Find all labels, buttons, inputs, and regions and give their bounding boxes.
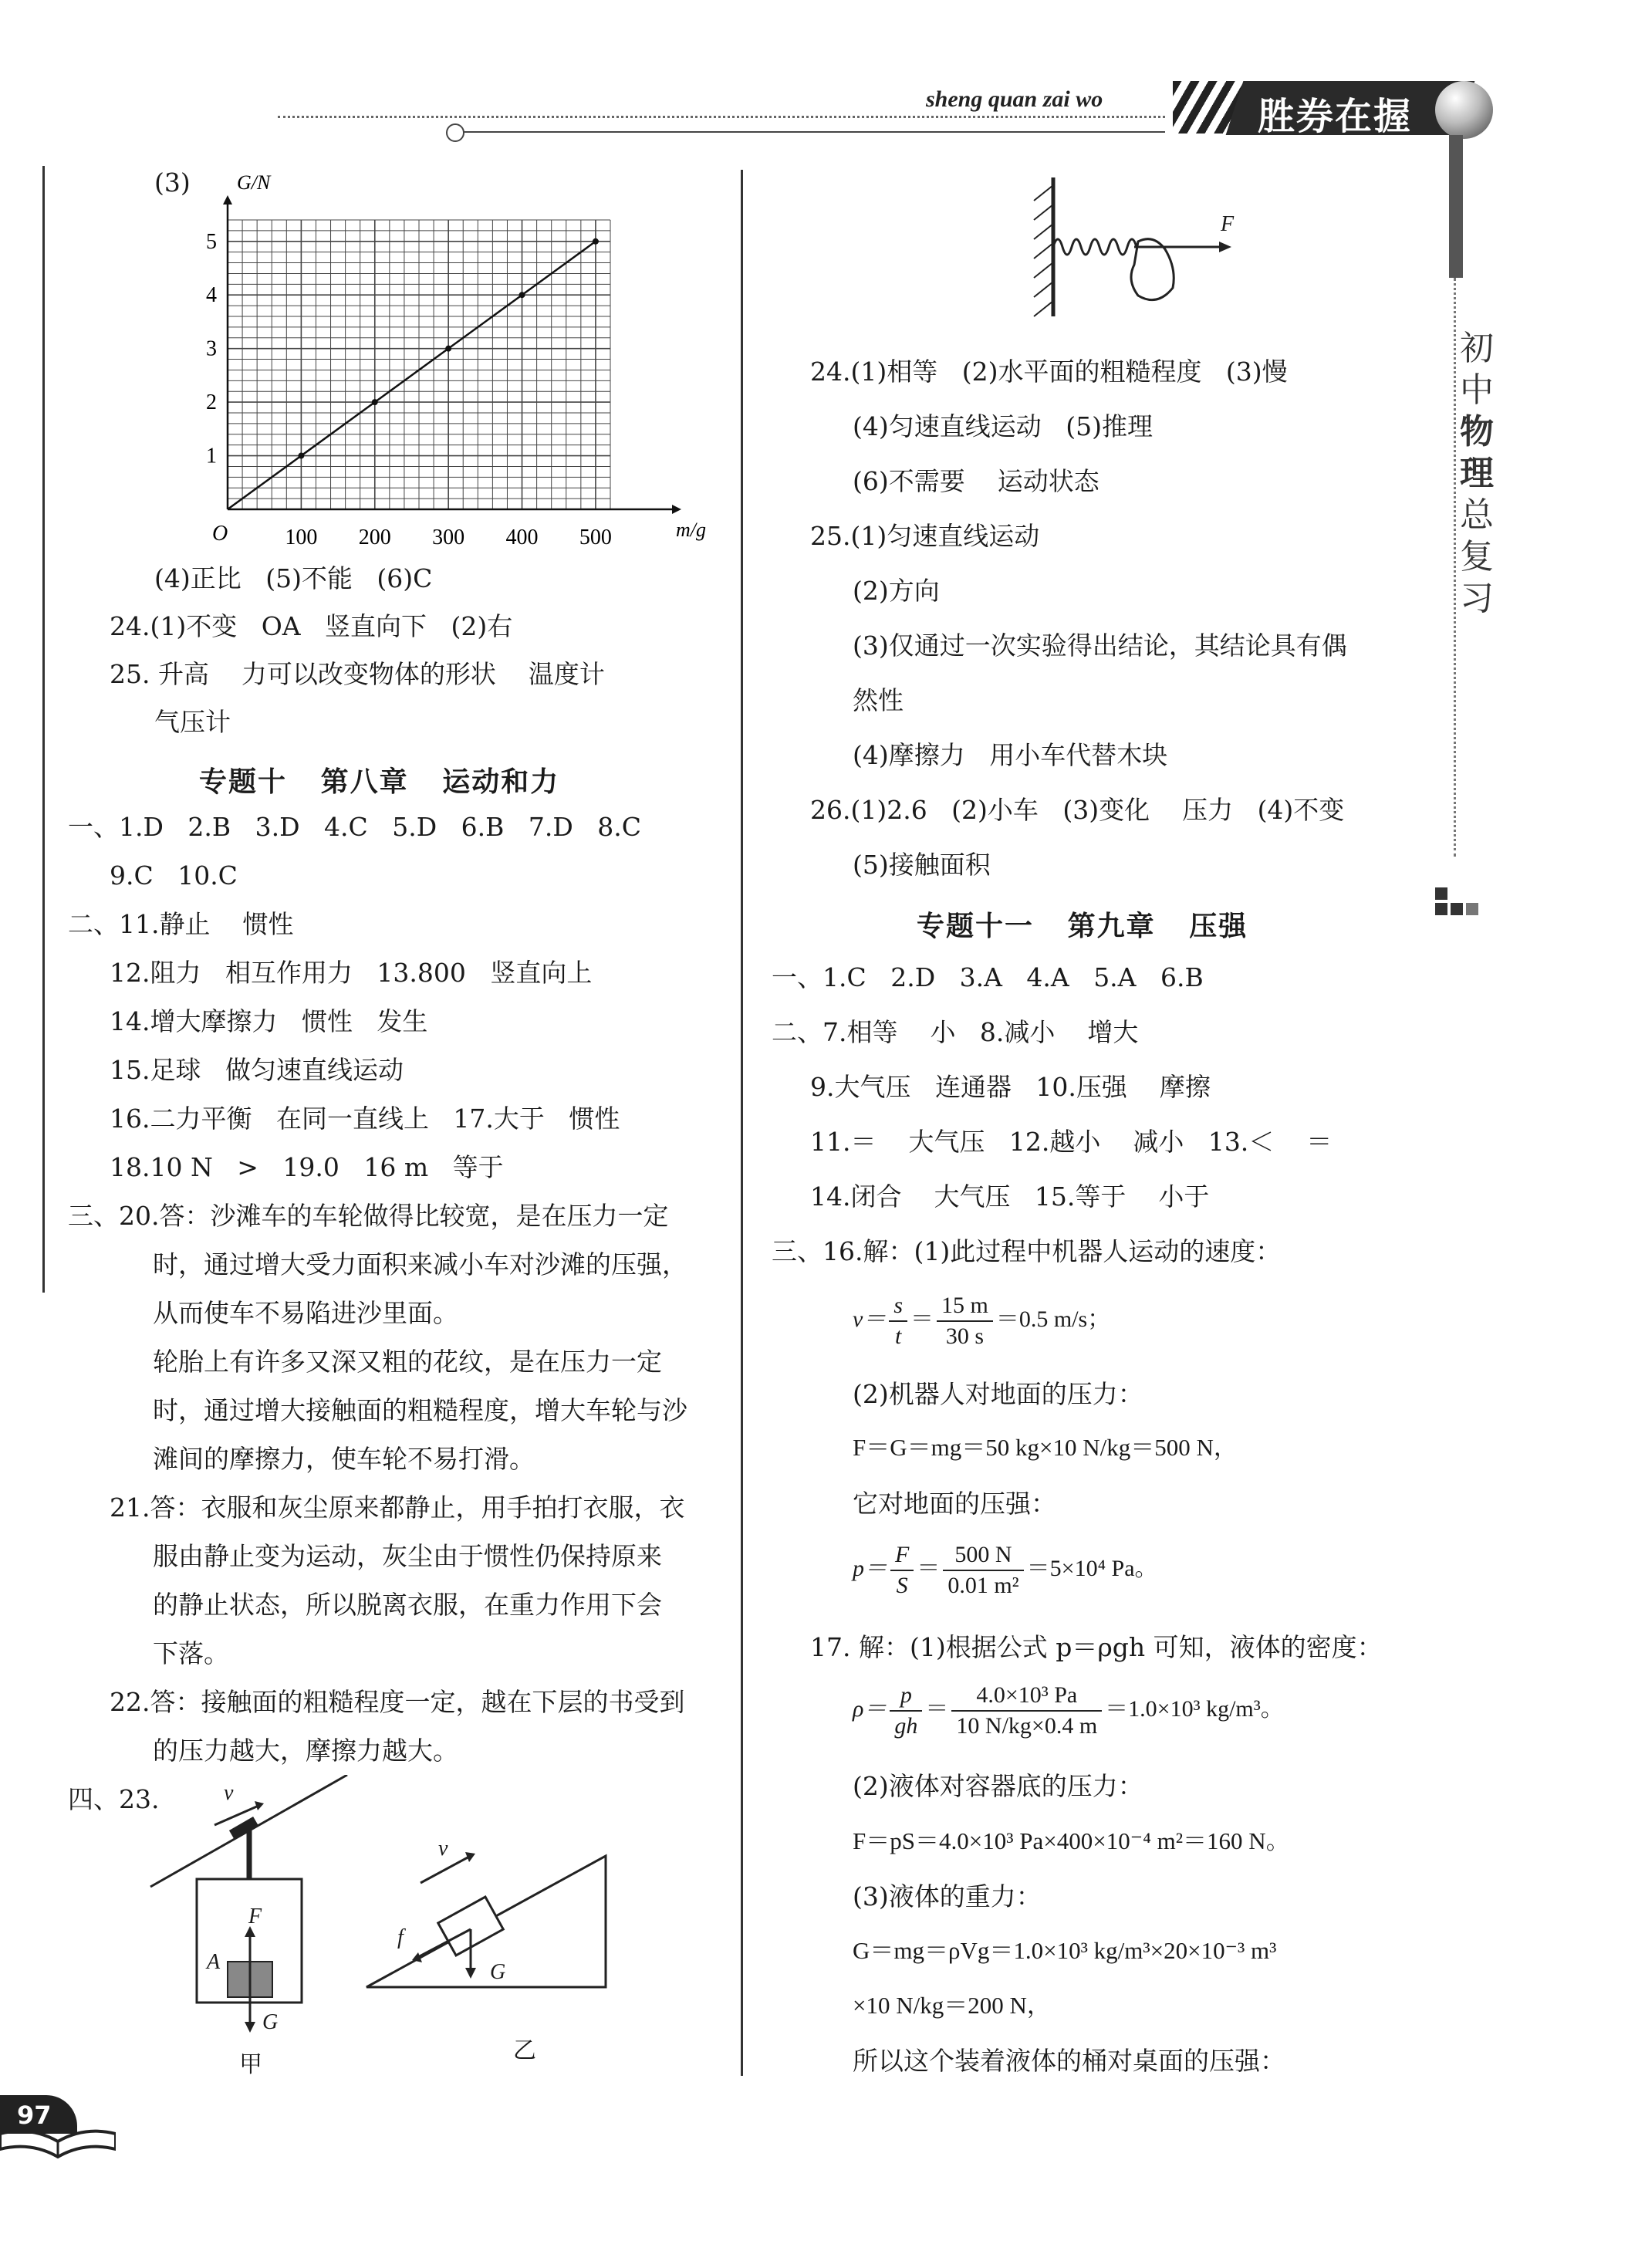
fig-label-G1: G bbox=[262, 2010, 279, 2034]
s10-line: 一、1.D 2.B 3.D 4.C 5.D 6.B 7.D 8.C bbox=[68, 812, 641, 842]
y-tick-label: 5 bbox=[206, 229, 217, 254]
s11-line: 三、16.解：(1)此过程中机器人运动的速度： bbox=[772, 1236, 1282, 1266]
equation-velocity: v＝ $\frac{s}{t}$ ＝ $\frac{15 m}{30 s}$ ＝0.5 m/s； bbox=[853, 1293, 1111, 1349]
equation-pressure: p＝ $\frac{F}{S}$ ＝ $\frac{500 N}{\text{0.01 m²}}$ ＝5×10⁴ Pa。 bbox=[853, 1542, 1158, 1598]
s10-line: 12.阻力 相互作用力 13.800 竖直向上 bbox=[110, 958, 593, 988]
right-line: (4)匀速直线运动 (5)推理 bbox=[853, 411, 1153, 441]
s11-line: 二、7.相等 小 8.减小 增大 bbox=[772, 1017, 1139, 1047]
eq-num: F bbox=[890, 1542, 914, 1571]
side-char: 理 bbox=[1460, 454, 1494, 493]
left-line: 25. 升高 力可以改变物体的形状 温度计 bbox=[110, 659, 605, 689]
right-line: 26.(1)2.6 (2)小车 (3)变化 压力 (4)不变 bbox=[810, 795, 1345, 825]
x-tick-label: 400 bbox=[505, 526, 539, 549]
eq-den: S bbox=[896, 1573, 908, 1598]
right-line: (3)仅通过一次实验得出结论，其结论具有偶 bbox=[853, 630, 1347, 661]
header-rule bbox=[463, 131, 1165, 133]
left-margin-rule bbox=[42, 166, 45, 1293]
eq-rhs: ＝0.5 m/s； bbox=[995, 1306, 1111, 1332]
y-tick-label: 1 bbox=[206, 444, 217, 468]
eq-den: 30 s bbox=[945, 1323, 985, 1349]
q17-part3: (3)液体的重力： bbox=[853, 1881, 1042, 1911]
right-line: 25.(1)匀速直线运动 bbox=[810, 521, 1040, 551]
page-number: 97 bbox=[17, 2101, 52, 2130]
header-brand: 胜券在握 bbox=[1258, 95, 1413, 138]
x-tick-label: 300 bbox=[432, 526, 465, 549]
s10-line: 18.10 N > 19.0 16 m 等于 bbox=[110, 1152, 504, 1182]
s10-line: 服由静止变为运动，灰尘由于惯性仍保持原来 bbox=[153, 1541, 662, 1571]
y-axis-label: G/N bbox=[237, 171, 271, 194]
left-line: (4)正比 (5)不能 (6)C bbox=[154, 563, 433, 593]
right-line: (6)不需要 运动状态 bbox=[853, 466, 1099, 496]
figure-23 bbox=[139, 1775, 633, 2084]
right-line: 然性 bbox=[853, 685, 904, 715]
spring-figure bbox=[1026, 174, 1258, 320]
s11-line: 14.闭合 大气压 15.等于 小于 bbox=[810, 1181, 1210, 1212]
s10-line: 二、11.静止 惯性 bbox=[68, 909, 294, 939]
s10-line: 9.C 10.C bbox=[110, 860, 238, 891]
left-line: 气压计 bbox=[154, 707, 231, 737]
right-line: (4)摩擦力 用小车代替木块 bbox=[853, 740, 1168, 770]
side-char: 初 bbox=[1460, 329, 1494, 368]
s10-line: 16.二力平衡 在同一直线上 17.大于 惯性 bbox=[110, 1104, 620, 1134]
s10-line: 21.答：衣服和灰尘原来都静止，用手拍打衣服，衣 bbox=[110, 1492, 685, 1523]
x-tick-label: 100 bbox=[285, 526, 318, 549]
data-point bbox=[298, 453, 304, 459]
side-char: 总 bbox=[1460, 495, 1494, 535]
data-point bbox=[445, 346, 451, 352]
equation-density: ρ＝ $\frac{p}{gh}$ ＝ $\frac{\text{4.0×10³ Pa}}{10 N/kg\times 0.4 m}$ ＝1.0×10³ kg/m³。 bbox=[853, 1682, 1284, 1739]
s10-line: 时，通过增大接触面的粗糙程度，增大车轮与沙 bbox=[153, 1395, 687, 1425]
fig-label-A: A bbox=[207, 1950, 221, 1974]
s10-line: 下落。 bbox=[153, 1638, 229, 1668]
fig-label-jia: 甲 bbox=[239, 2051, 262, 2078]
data-point bbox=[519, 292, 525, 298]
fig-label-F: F bbox=[248, 1905, 262, 1928]
fig-label-v2: v bbox=[438, 1837, 448, 1861]
fig-label-f: f bbox=[397, 1925, 404, 1949]
eq-num: 500 N bbox=[943, 1542, 1023, 1571]
y-axis-arrow bbox=[223, 195, 232, 204]
eq-gravity-2: ×10 N/kg＝200 N， bbox=[853, 1992, 1051, 2019]
series-line bbox=[228, 242, 596, 509]
q17-part4: 所以这个装着液体的桶对桌面的压强： bbox=[853, 2046, 1285, 2076]
eq-force: F＝G＝mg＝50 kg×10 N/kg＝500 N， bbox=[853, 1434, 1238, 1461]
side-char: 复 bbox=[1460, 537, 1494, 576]
y-tick-label: 3 bbox=[206, 336, 217, 361]
x-axis-arrow bbox=[672, 505, 681, 514]
left-line: 24.(1)不变 OA 竖直向下 (2)右 bbox=[110, 611, 513, 641]
side-char: 习 bbox=[1460, 579, 1494, 618]
s10-line: 22.答：接触面的粗糙程度一定，越在下层的书受到 bbox=[110, 1687, 685, 1717]
data-point bbox=[372, 399, 378, 405]
y-tick-label: 4 bbox=[206, 283, 217, 308]
data-point bbox=[593, 238, 599, 245]
section-10-title: 专题十 第八章 运动和力 bbox=[199, 766, 560, 798]
eq-rhs: ＝5×10⁴ Pa。 bbox=[1026, 1555, 1158, 1581]
s10-line: 四、23. bbox=[68, 1784, 160, 1814]
eq-lhs: p＝ bbox=[853, 1555, 887, 1581]
right-line: (2)方向 bbox=[853, 576, 940, 606]
fig-label-G2: G bbox=[490, 1960, 506, 1984]
s10-line: 14.增大摩擦力 惯性 发生 bbox=[110, 1006, 428, 1036]
side-char: 中 bbox=[1460, 370, 1494, 410]
weight-mass-chart bbox=[185, 166, 710, 552]
eq-gravity: G＝mg＝ρVg＝1.0×10³ kg/m³×20×10⁻³ m³ bbox=[853, 1937, 1277, 1964]
s10-line: 滩间的摩擦力，使车轮不易打滑。 bbox=[153, 1444, 535, 1474]
eq-force-2: F＝pS＝4.0×10³ Pa×400×10⁻⁴ m²＝160 N。 bbox=[853, 1827, 1290, 1854]
right-line: 24.(1)相等 (2)水平面的粗糙程度 (3)慢 bbox=[810, 357, 1288, 387]
section-11-title: 专题十一 第九章 压强 bbox=[917, 911, 1248, 942]
eq-den: t bbox=[895, 1323, 902, 1349]
origin-label: O bbox=[212, 522, 228, 546]
header-dotted-rule bbox=[278, 116, 1165, 118]
force-G-head bbox=[245, 2022, 255, 2033]
column-divider bbox=[741, 170, 743, 2076]
header-globe bbox=[1435, 81, 1493, 139]
s11-line: 9.大气压 连通器 10.压强 摩擦 bbox=[810, 1072, 1211, 1102]
s10-line: 三、20.答：沙滩车的车轮做得比较宽，是在压力一定 bbox=[68, 1201, 669, 1231]
side-bar bbox=[1449, 135, 1463, 278]
x-tick-label: 200 bbox=[358, 526, 391, 549]
q16-part2: (2)机器人对地面的压力： bbox=[853, 1379, 1143, 1409]
header-circle bbox=[446, 123, 464, 142]
eq-lhs: v＝ bbox=[853, 1306, 887, 1332]
right-line: (5)接触面积 bbox=[853, 850, 991, 880]
eq-num: p bbox=[890, 1682, 922, 1712]
s10-line: 从而使车不易陷进沙里面。 bbox=[153, 1298, 458, 1328]
eq-den: gh bbox=[894, 1713, 918, 1739]
book-icon bbox=[0, 2126, 116, 2161]
s10-line: 的压力越大，摩擦力越大。 bbox=[153, 1736, 458, 1766]
s10-line: 时，通过增大受力面积来减小车对沙滩的压强， bbox=[153, 1249, 687, 1279]
s10-line: 的静止状态，所以脱离衣服，在重力作用下会 bbox=[153, 1590, 662, 1620]
q16-part3: 它对地面的压强： bbox=[853, 1489, 1056, 1519]
fig-label-yi: 乙 bbox=[513, 2037, 536, 2064]
y-tick-label: 2 bbox=[206, 390, 217, 415]
q17-line: 17. 解：(1)根据公式 p＝ρgh 可知，液体的密度： bbox=[810, 1632, 1383, 1662]
eq-num: 15 m bbox=[937, 1293, 993, 1322]
side-title bbox=[1454, 328, 1500, 620]
eq-den: 0.01 m² bbox=[947, 1573, 1019, 1598]
eq-num: 4.0×10³ Pa bbox=[951, 1682, 1102, 1712]
s11-line: 一、1.C 2.D 3.A 4.A 5.A 6.B bbox=[772, 962, 1204, 992]
hand bbox=[1131, 239, 1174, 300]
s11-line: 11.＝ 大气压 12.越小 减小 13.＜ ＝ bbox=[810, 1127, 1333, 1157]
fig-label-v1: v bbox=[224, 1781, 234, 1805]
eq-den: 10 N/kg×0.4 m bbox=[956, 1713, 1098, 1739]
q17-part2: (2)液体对容器底的压力： bbox=[853, 1771, 1143, 1801]
s10-line: 轮胎上有许多又深又粗的花纹，是在压力一定 bbox=[153, 1347, 662, 1377]
gravity-head bbox=[465, 1968, 476, 1979]
spring-coil bbox=[1053, 239, 1137, 255]
eq-num: s bbox=[889, 1293, 907, 1322]
eq-rhs: ＝1.0×10³ kg/m³。 bbox=[1105, 1695, 1284, 1722]
hanger-block bbox=[229, 1817, 258, 1840]
eq-lhs: ρ＝ bbox=[853, 1695, 887, 1722]
q3-label: (3) bbox=[154, 167, 191, 198]
s10-line: 15.足球 做匀速直线运动 bbox=[110, 1055, 404, 1085]
side-char: 物 bbox=[1460, 412, 1494, 451]
x-axis-label: m/g bbox=[676, 519, 706, 541]
header-pinyin: sheng quan zai wo bbox=[926, 86, 1103, 112]
x-tick-label: 500 bbox=[579, 526, 612, 549]
spring-force-label: F bbox=[1221, 212, 1235, 236]
